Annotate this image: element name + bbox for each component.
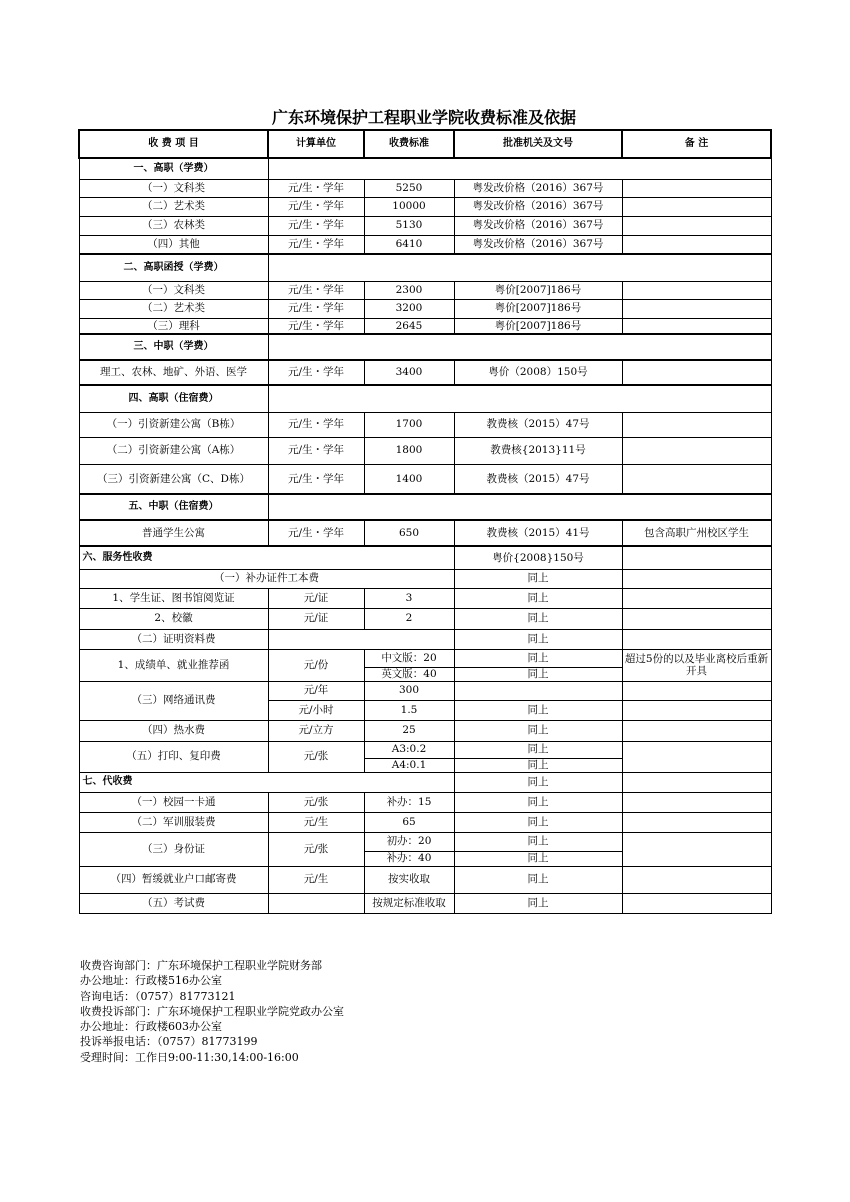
standard-cell: 3	[364, 588, 454, 608]
table-row	[79, 741, 771, 758]
unit-cell: 元/证	[268, 588, 364, 608]
header-standard: 收费标准	[364, 130, 454, 158]
note-cell	[622, 437, 771, 464]
section-row	[79, 158, 771, 179]
item-cell: 1、成绩单、就业推荐函	[79, 649, 268, 681]
note-cell	[622, 629, 771, 649]
table-row	[79, 608, 771, 629]
table-row	[79, 629, 771, 649]
unit-cell: 元/证	[268, 608, 364, 629]
section-row	[79, 334, 771, 360]
note-cell	[622, 197, 771, 216]
item-cell: 2、校徽	[79, 608, 268, 629]
standard-cell: 65	[364, 812, 454, 832]
item-cell: （二）艺术类	[79, 197, 268, 216]
section-title: 三、中职（学费）	[79, 334, 268, 360]
unit-cell: 元/张	[268, 832, 364, 866]
basis-cell: 同上	[454, 792, 622, 812]
unit-cell: 元/张	[268, 741, 364, 772]
fee-table-body	[79, 130, 771, 546]
basis-cell: 同上	[454, 667, 622, 681]
basis-cell: 同上	[454, 866, 622, 893]
basis-cell: 粤价[2007]186号	[454, 281, 622, 299]
note-cell	[622, 318, 771, 334]
header-unit: 计算单位	[268, 130, 364, 158]
standard-cell: 补办：40	[364, 851, 454, 866]
standard-cell: 5130	[364, 216, 454, 235]
section-row	[79, 254, 771, 281]
item-cell: （四）暂缓就业户口邮寄费	[79, 866, 268, 893]
table-row	[79, 216, 771, 235]
footer-line: 收费咨询部门：广东环境保护工程职业学院财务部	[80, 959, 322, 972]
unit-cell: 元/份	[268, 649, 364, 681]
standard-cell: A4:0.1	[364, 758, 454, 772]
unit-cell: 元/生・学年	[268, 318, 364, 334]
section-title: 一、高职（学费）	[79, 158, 268, 179]
standard-cell: 10000	[364, 197, 454, 216]
basis-cell: 同上	[454, 893, 622, 913]
basis-cell: 同上	[454, 772, 622, 792]
section-title: 四、高职（住宿费）	[79, 385, 268, 412]
section-row	[79, 546, 771, 569]
table-row	[79, 281, 771, 299]
basis-cell: 同上	[454, 588, 622, 608]
section-title: 六、服务性收费	[79, 546, 454, 569]
item-cell: （四）其他	[79, 235, 268, 254]
table-row	[79, 318, 771, 334]
table-row	[79, 299, 771, 318]
standard-cell: 2645	[364, 318, 454, 334]
footer-line: 受理时间：工作日9:00-11:30,14:00-16:00	[80, 1050, 299, 1064]
basis-cell: 粤发改价格（2016）367号	[454, 235, 622, 254]
unit-cell: 元/生・学年	[268, 235, 364, 254]
note-cell: 超过5份的以及毕业离校后重新开具	[622, 649, 771, 681]
table-row	[79, 812, 771, 832]
basis-cell: 同上	[454, 608, 622, 629]
note-cell	[622, 299, 771, 318]
section-blank	[268, 334, 771, 360]
unit-cell: 元/张	[268, 792, 364, 812]
standard-cell: 英文版：40	[364, 667, 454, 681]
item-cell: （三）网络通讯费	[79, 681, 268, 720]
unit-cell: 元/生・学年	[268, 520, 364, 546]
note-cell	[622, 792, 771, 812]
standard-cell: 1700	[364, 412, 454, 437]
item-cell: （三）身份证	[79, 832, 268, 866]
standard-cell: 3400	[364, 360, 454, 385]
standard-cell: 2	[364, 608, 454, 629]
standard-cell: 5250	[364, 179, 454, 197]
standard-cell: 1400	[364, 464, 454, 494]
note-cell	[622, 216, 771, 235]
fee-table	[78, 129, 772, 914]
basis-cell: 同上	[454, 812, 622, 832]
basis-cell: 教费核{2013}11号	[454, 437, 622, 464]
standard-cell: 补办：15	[364, 792, 454, 812]
section-blank	[268, 494, 771, 520]
item-cell: （二）军训服装费	[79, 812, 268, 832]
unit-cell: 元/生・学年	[268, 179, 364, 197]
basis-cell: 粤发改价格（2016）367号	[454, 197, 622, 216]
basis-cell: 同上	[454, 758, 622, 772]
footer-line: 咨询电话：（0757）81773121	[80, 989, 236, 1003]
table-row	[79, 235, 771, 254]
note-cell	[622, 893, 771, 913]
standard-cell: 按实收取	[364, 866, 454, 893]
unit-cell: 元/年	[268, 681, 364, 700]
note-cell	[622, 464, 771, 494]
note-cell	[622, 832, 771, 866]
basis-cell: 同上	[454, 700, 622, 720]
standard-cell: 初办：20	[364, 832, 454, 851]
table-row	[79, 464, 771, 494]
section-title: 二、高职函授（学费）	[79, 254, 268, 281]
unit-cell: 元/生・学年	[268, 464, 364, 494]
section-row	[79, 772, 771, 792]
unit-cell: 元/生・学年	[268, 360, 364, 385]
table-row	[79, 792, 771, 812]
unit-cell	[268, 629, 454, 649]
section-title: 七、代收费	[79, 772, 454, 792]
section-row	[79, 494, 771, 520]
note-cell	[622, 569, 771, 588]
item-cell: （二）证明资料费	[79, 629, 268, 649]
table-row	[79, 569, 771, 588]
service-section	[79, 546, 771, 772]
basis-cell: 教费核（2015）47号	[454, 412, 622, 437]
footer-line: 办公地址：行政楼603办公室	[80, 1020, 222, 1034]
unit-cell: 元/生・学年	[268, 281, 364, 299]
note-cell	[622, 772, 771, 792]
footer-line: 收费投诉部门：广东环境保护工程职业学院党政办公室	[80, 1004, 344, 1018]
unit-cell: 元/生・学年	[268, 197, 364, 216]
standard-cell: 6410	[364, 235, 454, 254]
item-cell: （一）引资新建公寓（B栋）	[79, 412, 268, 437]
basis-cell: 同上	[454, 741, 622, 758]
note-cell	[622, 588, 771, 608]
contact-info	[80, 958, 344, 1065]
table-row	[79, 197, 771, 216]
note-cell	[622, 741, 771, 772]
note-cell	[622, 546, 771, 569]
standard-cell: 650	[364, 520, 454, 546]
item-cell: （一）文科类	[79, 179, 268, 197]
note-cell	[622, 720, 771, 741]
basis-cell: 粤价[2007]186号	[454, 299, 622, 318]
table-row	[79, 893, 771, 913]
item-cell: （五）打印、复印费	[79, 741, 268, 772]
item-cell: （三）理科	[79, 318, 268, 334]
item-cell: （一）补办证件工本费	[79, 569, 454, 588]
basis-cell: 粤价[2007]186号	[454, 318, 622, 334]
item-cell: （二）艺术类	[79, 299, 268, 318]
basis-cell: 同上	[454, 720, 622, 741]
note-cell	[622, 179, 771, 197]
footer-line: 办公地址：行政楼516办公室	[80, 974, 222, 988]
basis-cell: 粤价{2008}150号	[454, 546, 622, 569]
table-row	[79, 520, 771, 546]
note-cell	[622, 866, 771, 893]
item-cell: 1、学生证、图书馆阅览证	[79, 588, 268, 608]
section-row	[79, 385, 771, 412]
basis-cell: 教费核（2015）47号	[454, 464, 622, 494]
item-cell: （四）热水费	[79, 720, 268, 741]
item-cell: （一）校园一卡通	[79, 792, 268, 812]
note-cell	[622, 608, 771, 629]
table-row	[79, 588, 771, 608]
standard-cell: 1.5	[364, 700, 454, 720]
standard-cell: 2300	[364, 281, 454, 299]
basis-cell: 粤价（2008）150号	[454, 360, 622, 385]
unit-cell: 元/生・学年	[268, 437, 364, 464]
item-cell: （三）农林类	[79, 216, 268, 235]
item-cell: 普通学生公寓	[79, 520, 268, 546]
unit-cell: 元/生・学年	[268, 412, 364, 437]
header-item: 收 费 项 目	[79, 130, 268, 158]
note-cell	[622, 281, 771, 299]
standard-cell: 300	[364, 681, 454, 700]
note-cell: 包含高职广州校区学生	[622, 520, 771, 546]
item-cell: （一）文科类	[79, 281, 268, 299]
note-cell	[622, 681, 771, 700]
table-row	[79, 681, 771, 700]
section-title: 五、中职（住宿费）	[79, 494, 268, 520]
note-cell	[622, 412, 771, 437]
basis-cell	[454, 681, 622, 700]
basis-cell: 教费核（2015）41号	[454, 520, 622, 546]
unit-cell: 元/生・学年	[268, 216, 364, 235]
basis-cell: 同上	[454, 851, 622, 866]
table-row	[79, 832, 771, 851]
collect-section	[79, 772, 771, 913]
table-row	[79, 412, 771, 437]
standard-cell: 1800	[364, 437, 454, 464]
table-row	[79, 179, 771, 197]
unit-cell: 元/生	[268, 812, 364, 832]
basis-cell: 同上	[454, 569, 622, 588]
table-row	[79, 866, 771, 893]
unit-cell: 元/生・学年	[268, 299, 364, 318]
section-blank	[268, 385, 771, 412]
standard-cell: A3:0.2	[364, 741, 454, 758]
note-cell	[622, 700, 771, 720]
standard-cell: 按规定标准收取	[364, 893, 454, 913]
item-cell: （二）引资新建公寓（A栋）	[79, 437, 268, 464]
note-cell	[622, 812, 771, 832]
section-blank	[268, 158, 771, 179]
standard-cell: 中文版：20	[364, 649, 454, 667]
unit-cell: 元/立方	[268, 720, 364, 741]
unit-cell: 元/小时	[268, 700, 364, 720]
basis-cell: 粤发改价格（2016）367号	[454, 216, 622, 235]
standard-cell: 3200	[364, 299, 454, 318]
basis-cell: 粤发改价格（2016）367号	[454, 179, 622, 197]
header-note: 备 注	[622, 130, 771, 158]
basis-cell: 同上	[454, 832, 622, 851]
table-row	[79, 720, 771, 741]
unit-cell	[268, 893, 364, 913]
table-row	[79, 437, 771, 464]
note-cell	[622, 235, 771, 254]
note-cell	[622, 360, 771, 385]
table-row	[79, 360, 771, 385]
standard-cell: 25	[364, 720, 454, 741]
footer-line: 投诉举报电话：（0757）81773199	[80, 1035, 258, 1049]
basis-cell: 同上	[454, 649, 622, 667]
header-basis: 批准机关及文号	[454, 130, 622, 158]
item-cell: 理工、农林、地矿、外语、医学	[79, 360, 268, 385]
table-row	[79, 649, 771, 667]
page-title: 广东环境保护工程职业学院收费标准及依据	[271, 108, 576, 127]
header-row	[79, 130, 771, 158]
section-blank	[268, 254, 771, 281]
basis-cell: 同上	[454, 629, 622, 649]
unit-cell: 元/生	[268, 866, 364, 893]
item-cell: （三）引资新建公寓（C、D栋）	[79, 464, 268, 494]
item-cell: （五）考试费	[79, 893, 268, 913]
